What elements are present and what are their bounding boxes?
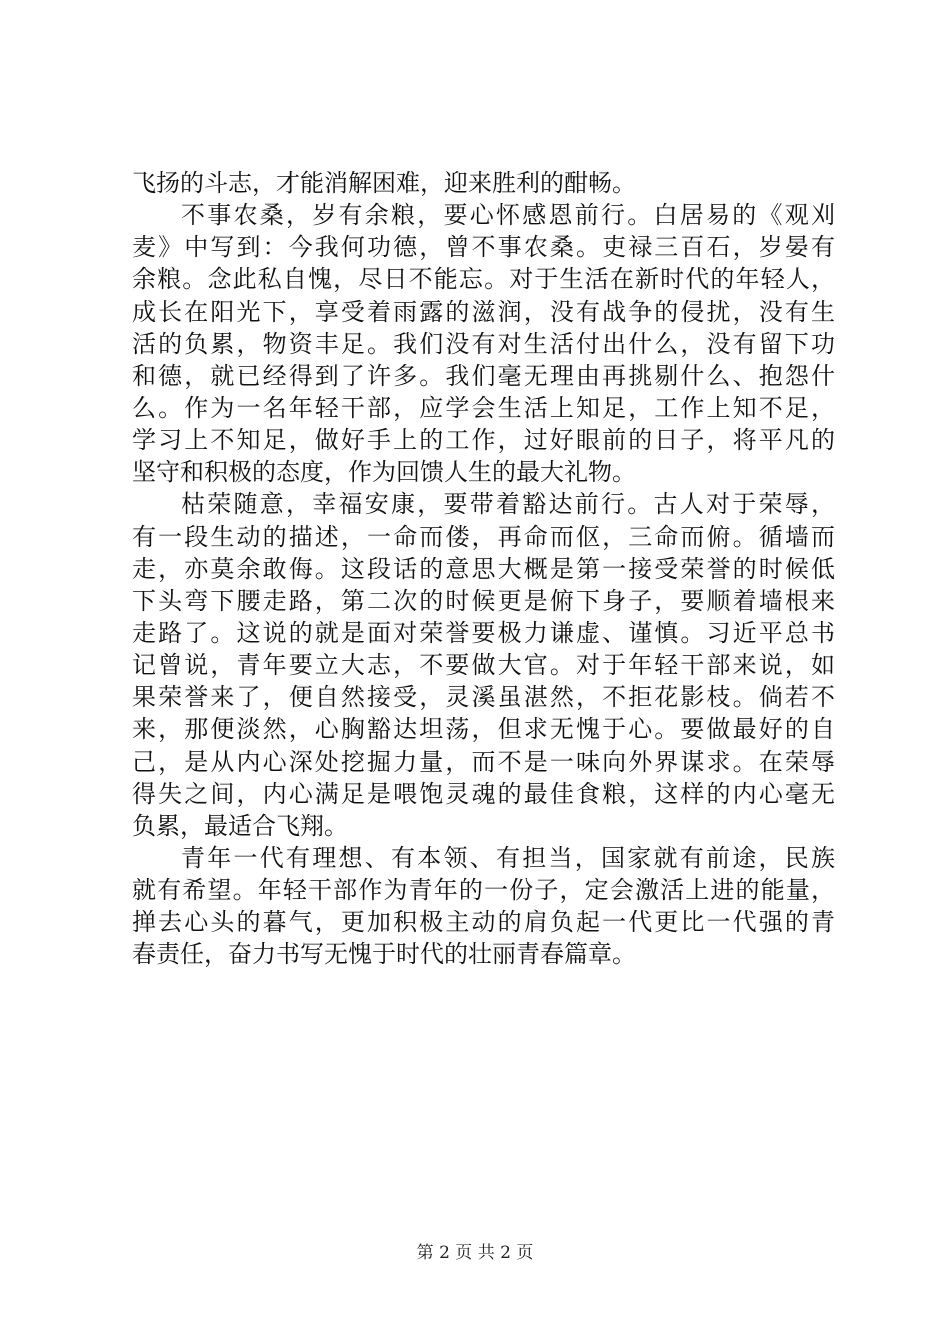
text-line: 活的负累，物资丰足。我们没有对生活付出什么，没有留下功 [132,329,835,358]
text-line: 有一段生动的描述，一命而偻，再命而伛，三命而俯。循墙而 [132,522,835,551]
text-line: 记曾说，青年要立大志，不要做大官。对于年轻干部来说，如 [132,651,835,680]
text-line: 负累，最适合飞翔。 [132,811,348,840]
text-line: 学习上不知足，做好手上的工作，过好眼前的日子，将平凡的 [132,426,835,455]
text-line: 枯荣随意，幸福安康，要带着豁达前行。古人对于荣辱， [181,490,835,519]
text-line: 己，是从内心深处挖掘力量，而不是一味向外界谋求。在荣辱 [132,747,835,776]
text-line: 就有希望。年轻干部作为青年的一份子，定会激活上进的能量， [132,876,835,905]
text-line: 走，亦莫余敢侮。这段话的意思大概是第一接受荣誉的时候低 [132,554,835,583]
text-line: 飞扬的斗志，才能消解困难，迎来胜利的酣畅。 [132,169,636,197]
page-footer: 第 2 页 共 2 页 [416,1243,534,1263]
text-line: 麦》中写到：今我何功德，曾不事农桑。吏禄三百石，岁晏有 [132,233,835,262]
text-line: 得失之间，内心满足是喂饱灵魂的最佳食粮，这样的内心毫无 [132,779,835,808]
text-line: 走路了。这说的就是面对荣誉要极力谦虚、谨慎。习近平总书 [132,618,835,647]
text-line: 不事农桑，岁有余粮，要心怀感恩前行。白居易的《观刈 [181,201,835,230]
document-body [132,167,835,971]
text-line: 成长在阳光下，享受着雨露的滋润，没有战争的侵扰，没有生 [132,297,835,326]
text-line: 下头弯下腰走路，第二次的时候更是俯下身子，要顺着墙根来 [132,586,835,615]
text-line: 果荣誉来了，便自然接受，灵溪虽湛然，不拒花影枝。倘若不 [132,683,835,712]
text-line: 来，那便淡然，心胸豁达坦荡，但求无愧于心。要做最好的自 [132,715,835,744]
text-line: 余粮。念此私自愧，尽日不能忘。对于生活在新时代的年轻人， [132,265,835,294]
text-line: 春责任，奋力书写无愧于时代的壮丽青春篇章。 [132,940,636,969]
text-line: 青年一代有理想、有本领、有担当，国家就有前途，民族 [181,843,835,872]
text-line: 和德，就已经得到了许多。我们毫无理由再挑剔什么、抱怨什 [132,361,835,390]
text-line: 么。作为一名年轻干部，应学会生活上知足，工作上知不足， [132,393,835,422]
text-line: 掸去心头的暮气，更加积极主动的肩负起一代更比一代强的青 [132,908,835,937]
text-line: 坚守和积极的态度，作为回馈人生的最大礼物。 [132,458,636,487]
